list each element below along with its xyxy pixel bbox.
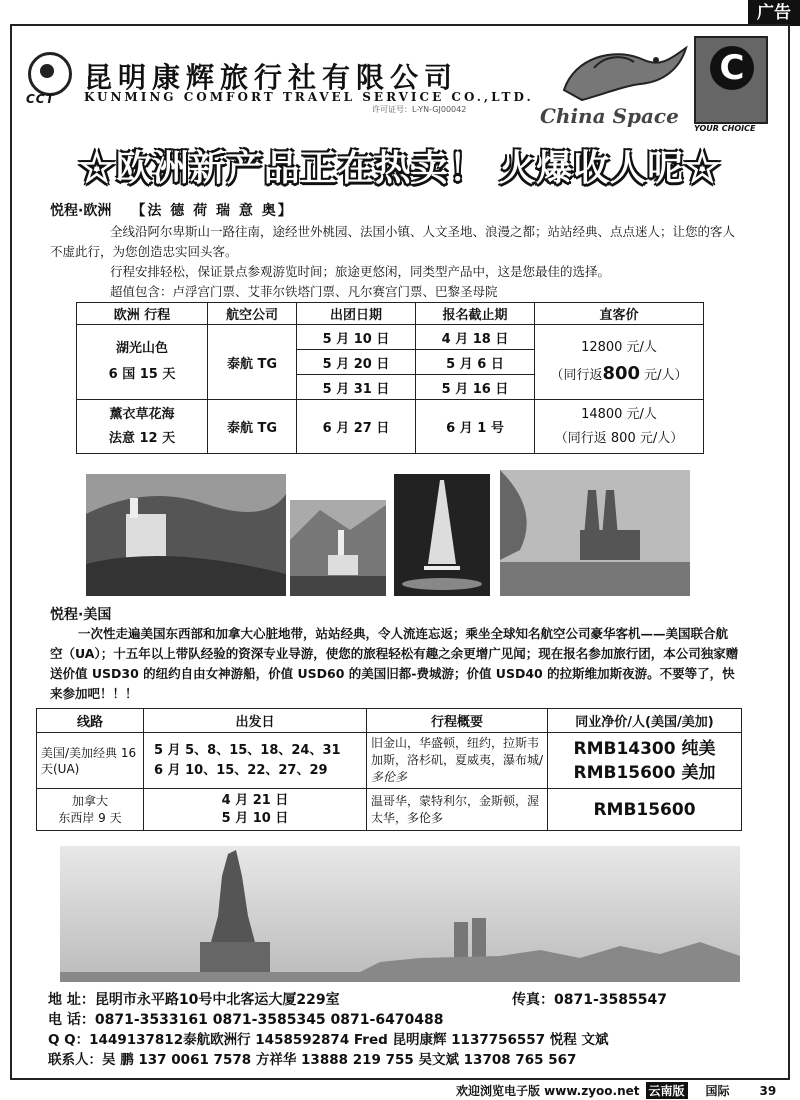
deadline: 5 月 16 日 — [416, 375, 535, 400]
footer-mag-badge: 云南版 — [646, 1082, 688, 1099]
peer-rebate-post: 元/人） — [640, 368, 688, 383]
depart-date: 6 月 27 日 — [297, 400, 416, 454]
usa-summary-1 — [367, 733, 548, 789]
brand-name: China Space — [540, 104, 679, 128]
cct-logo-core — [40, 64, 54, 78]
tel-label: 电 话： — [48, 1012, 95, 1028]
usa-title: 悦程·美国 — [50, 607, 112, 623]
date-line: 5 月 5、8、15、18、24、31 — [154, 742, 341, 758]
date-line: 5 月 10 日 — [221, 810, 289, 826]
contact-tel — [48, 1010, 444, 1030]
cathedral-photo — [500, 470, 690, 596]
direct-price — [535, 325, 704, 400]
persons-value: 吴 鹏 137 0061 7578 方祥华 13888 219 755 吴文斌 13708 765 567 — [102, 1052, 577, 1068]
airline: 泰航 TG — [208, 325, 297, 400]
license-number: 许可证号：L-YN-GJ00042 — [372, 105, 467, 114]
village-photo — [290, 500, 386, 596]
europe-header: 欧洲 行程 — [77, 303, 208, 325]
date-line: 6 月 10、15、22、27、29 — [154, 762, 328, 778]
logo-text: CCT — [26, 92, 55, 106]
dragon-logo-icon — [544, 38, 694, 110]
footer-site-text: 欢迎浏览电子版 www.zyoo.net — [456, 1084, 640, 1098]
footer-section: 国际 — [705, 1084, 730, 1098]
route-name: 湖光山色 — [115, 341, 168, 356]
peer-rebate: （同行返 800 元/人） — [554, 430, 684, 446]
usa-price-1 — [548, 733, 742, 789]
price: 12800 元/人 — [581, 340, 657, 355]
europe-title: 悦程·欧洲 — [50, 203, 112, 219]
choice-logo-icon — [694, 36, 768, 124]
usa-route-2 — [37, 789, 144, 831]
europe-header: 报名截止期 — [416, 303, 535, 325]
europe-header: 直客价 — [535, 303, 704, 325]
usa-dates-2 — [144, 789, 367, 831]
deadline: 5 月 6 日 — [416, 350, 535, 375]
choice-text: YOUR CHOICE — [694, 124, 756, 133]
europe-route-2 — [77, 400, 208, 454]
footer-page-number: 39 — [759, 1083, 777, 1098]
europe-para-1: 全线沿阿尔卑斯山一路往南，途经世外桃园、法国小镇、人文圣地、浪漫之都；站站经典、点点迷人；让您的客人不虚此行，为您创造忠实回头客。 — [50, 224, 736, 259]
address-value: 昆明市永平路10号中北客运大厦229室 — [94, 992, 340, 1008]
qq-value: 1449137812泰航欧洲行 1458592874 Fred 昆明康辉 1137756557 悦程 文斌 — [89, 1032, 609, 1048]
contact-qq — [48, 1030, 609, 1050]
company-name-en: KUNMING COMFORT TRAVEL SERVICE CO.,LTD. — [84, 90, 534, 104]
usa-header: 行程概要 — [367, 709, 548, 733]
contact-address — [48, 990, 340, 1010]
eiffel-tower-photo — [394, 474, 490, 596]
usa-dates-1 — [144, 733, 367, 789]
ad-tag: 广告 — [748, 0, 800, 26]
route-name: 薰衣草花海 — [109, 406, 175, 422]
europe-countries: 【法 德 荷 瑞 意 奥】 — [131, 203, 294, 219]
route-line: 加拿大 — [71, 793, 108, 808]
peer-rebate-amount: 800 — [602, 363, 641, 384]
europe-table — [76, 302, 704, 454]
deadline: 4 月 18 日 — [416, 325, 535, 350]
deadline: 6 月 1 号 — [416, 400, 535, 454]
depart-date: 5 月 20 日 — [297, 350, 416, 375]
castle-photo — [86, 474, 286, 596]
price-line: RMB14300 纯美 — [573, 738, 716, 759]
price: 14800 元/人 — [581, 406, 657, 422]
europe-header: 出团日期 — [297, 303, 416, 325]
depart-date: 5 月 31 日 — [297, 375, 416, 400]
peer-rebate — [535, 361, 703, 389]
europe-para-3: 超值包含：卢浮宫门票、艾菲尔铁塔门票、凡尔赛宫门票、巴黎圣母院 — [110, 284, 498, 299]
headline: ☆欧洲新产品正在热卖！ 火爆收人呢☆ — [78, 147, 722, 189]
usa-price-2: RMB15600 — [548, 789, 742, 831]
summary-text: 旧金山，华盛顿，纽约，拉斯韦加斯，洛杉矶，夏威夷，瀑布城/ — [371, 736, 544, 767]
address-label: 地 址： — [48, 992, 95, 1008]
usa-table — [36, 708, 742, 831]
usa-para: 一次性走遍美国东西部和加拿大心脏地带，站站经典，令人流连忘返；乘坐全球知名航空公司豪华客机——美国联合航空（UA）；十五年以上带队经验的资深专业导游，使您的旅程轻松有趣之余更增广见闻；现在报名参加旅行团，本公司独家赠送价值 USD30 的纽约自由女神游船，价值 USD60 的美国旧都-费城游；价值 USD40 的拉斯维加斯夜游。不要等了，快来参加吧！！！ — [50, 626, 739, 701]
europe-route-1 — [77, 325, 208, 400]
date-line: 4 月 21 日 — [221, 792, 289, 808]
europe-para-2: 行程安排轻松，保证景点参观游览时间；旅途更悠闲，同类型产品中，这是您最佳的选择。 — [110, 264, 611, 279]
usa-header: 线路 — [37, 709, 144, 733]
usa-header: 出发日 — [144, 709, 367, 733]
new-york-skyline-photo — [60, 846, 740, 982]
route-line: 东西岸 9 天 — [58, 810, 122, 825]
contact-fax — [512, 990, 667, 1010]
usa-route-1: 美国/美加经典 16 天(UA) — [37, 733, 144, 789]
direct-price — [535, 400, 704, 454]
summary-text-italic: 多伦多 — [371, 770, 408, 784]
europe-header: 航空公司 — [208, 303, 297, 325]
airline: 泰航 TG — [208, 400, 297, 454]
usa-summary-2: 温哥华，蒙特利尔，金斯顿，渥太华，多伦多 — [367, 789, 548, 831]
route-days: 法意 12 天 — [108, 430, 176, 446]
qq-label: Q Q： — [48, 1032, 90, 1048]
company-name-cn: 昆明康辉旅行社有限公司 — [84, 61, 459, 94]
route-days: 6 国 15 天 — [108, 367, 176, 382]
peer-rebate-pre: （同行返 — [550, 368, 603, 383]
fax-label: 传真： — [512, 992, 554, 1008]
persons-label: 联系人： — [48, 1052, 102, 1068]
usa-header: 同业净价/人(美国/美加) — [548, 709, 742, 733]
tel-value: 0871-3533161 0871-3585345 0871-6470488 — [94, 1012, 444, 1028]
choice-letter: C — [710, 46, 754, 90]
contact-persons — [48, 1050, 576, 1070]
page-footer — [456, 1082, 776, 1099]
price-line: RMB15600 美加 — [573, 762, 716, 783]
depart-date: 5 月 10 日 — [297, 325, 416, 350]
fax-value: 0871-3585547 — [554, 992, 667, 1008]
